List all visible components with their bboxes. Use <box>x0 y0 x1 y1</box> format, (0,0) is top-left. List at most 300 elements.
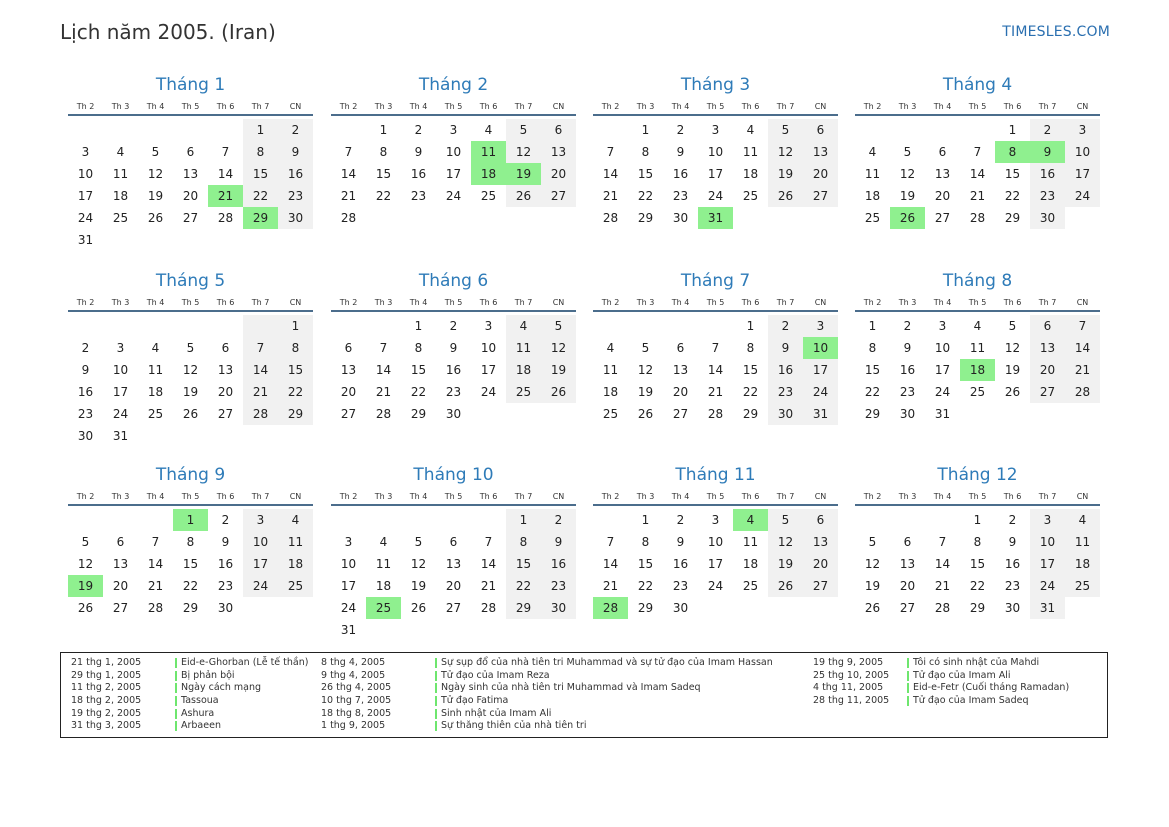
holiday-name: Tử đạo của Imam Reza <box>441 669 550 681</box>
empty-cell <box>960 119 995 141</box>
weekday-label: CN <box>1076 492 1089 501</box>
day-cell: 16 <box>768 359 803 381</box>
month-title: Tháng 1 <box>155 75 226 95</box>
empty-cell <box>208 425 243 447</box>
day-cell: 7 <box>243 337 278 359</box>
holiday-name: Tử đạo của Imam Ali <box>913 669 1011 681</box>
day-cell: 22 <box>637 579 654 593</box>
day-cell: 25 <box>602 407 619 421</box>
day-cell: 12 <box>864 557 881 571</box>
holiday-name: Ngày cách mạng <box>181 682 262 694</box>
weekday-label: Th 3 <box>636 298 655 307</box>
day-cell: 23 <box>1030 185 1065 207</box>
day-cell: 12 <box>899 167 916 181</box>
day-cell: 4 <box>506 315 541 337</box>
day-cell: 14 <box>375 363 392 377</box>
day-cell: 19 <box>864 579 881 593</box>
day-cell: 18 <box>1065 553 1100 575</box>
weekday-header <box>68 100 313 116</box>
day-cell: 19 <box>182 385 199 399</box>
empty-cell <box>803 207 838 229</box>
weekday-label: Th 4 <box>409 298 428 307</box>
day-cell: 16 <box>899 363 916 377</box>
day-cell: 10 <box>707 145 724 159</box>
day-cell: 2 <box>81 341 90 355</box>
day-cell: 3 <box>449 123 458 137</box>
empty-cell <box>1030 403 1065 425</box>
day-cell: 28 <box>969 211 986 225</box>
holiday-date: 8 thg 4, 2005 <box>321 657 386 668</box>
day-cell: 3 <box>243 509 278 531</box>
weekday-label: CN <box>289 492 302 501</box>
day-cell: 23 <box>1004 579 1021 593</box>
day-cell: 10 <box>1030 531 1065 553</box>
day-cell: 23 <box>77 407 94 421</box>
day-cell: 20 <box>934 189 951 203</box>
weekday-header <box>593 100 838 116</box>
day-cell: 28 <box>243 403 278 425</box>
day-cell: 22 <box>410 385 427 399</box>
empty-cell <box>173 119 208 141</box>
day-cell: 10 <box>112 363 129 377</box>
holiday-date: 10 thg 7, 2005 <box>321 695 392 707</box>
weekday-label: Th 3 <box>374 102 393 111</box>
day-cell: 15 <box>182 557 199 571</box>
day-cell: 30 <box>1030 207 1065 229</box>
empty-cell <box>173 315 208 337</box>
month-title: Tháng 6 <box>418 271 489 291</box>
empty-cell <box>138 119 173 141</box>
empty-cell <box>68 315 103 337</box>
day-cell: 17 <box>77 189 94 203</box>
day-cell: 17 <box>1030 553 1065 575</box>
day-cell: 8 <box>278 337 313 359</box>
day-cell: 22 <box>742 385 759 399</box>
holiday-date: 25 thg 10, 2005 <box>813 669 890 681</box>
holiday-date: 29 thg 1, 2005 <box>71 669 142 681</box>
day-cell: 1 <box>641 123 650 137</box>
day-cell: 1 <box>868 319 877 333</box>
day-cell: 24 <box>480 385 497 399</box>
month-block <box>593 464 838 619</box>
holiday-name: Eid-e-Ghorban (Lễ tế thần) <box>181 657 309 668</box>
day-cell: 21 <box>602 579 619 593</box>
weekday-label: Th 6 <box>216 492 235 501</box>
day-cell: 31 <box>340 623 357 637</box>
day-cell: 29 <box>243 207 278 229</box>
day-cell: 22 <box>506 575 541 597</box>
empty-cell <box>593 119 628 141</box>
weekday-label: Th 2 <box>601 298 620 307</box>
day-cell: 9 <box>449 341 458 355</box>
weekday-label: Th 6 <box>479 492 498 501</box>
day-cell: 25 <box>278 575 313 597</box>
day-cell: 19 <box>768 553 803 575</box>
day-cell: 8 <box>973 535 982 549</box>
day-cell: 12 <box>1004 341 1021 355</box>
empty-cell <box>541 207 576 229</box>
day-cell: 22 <box>278 381 313 403</box>
day-cell: 4 <box>484 123 493 137</box>
day-cell: 21 <box>375 385 392 399</box>
holiday-name: Sinh nhật của Imam Ali <box>441 707 552 719</box>
day-cell: 31 <box>112 429 129 443</box>
day-cell: 29 <box>969 601 986 615</box>
empty-cell <box>1065 403 1100 425</box>
month-block <box>68 270 313 447</box>
empty-cell <box>208 315 243 337</box>
empty-cell <box>471 207 506 229</box>
empty-cell <box>506 207 541 229</box>
day-cell: 4 <box>278 509 313 531</box>
day-cell: 13 <box>803 141 838 163</box>
day-cell: 28 <box>707 407 724 421</box>
day-grid <box>68 506 313 619</box>
day-grid <box>855 116 1100 229</box>
day-cell: 15 <box>1004 167 1021 181</box>
day-cell: 16 <box>541 553 576 575</box>
day-cell: 4 <box>151 341 160 355</box>
day-cell: 7 <box>938 535 947 549</box>
day-cell: 7 <box>711 341 720 355</box>
day-cell: 20 <box>182 189 199 203</box>
day-cell: 21 <box>480 579 497 593</box>
empty-cell <box>698 597 733 619</box>
day-cell: 9 <box>1008 535 1017 549</box>
day-cell: 23 <box>217 579 234 593</box>
weekday-label: CN <box>289 102 302 111</box>
day-cell: 14 <box>602 167 619 181</box>
weekday-label: Th 7 <box>251 298 270 307</box>
day-cell: 24 <box>803 381 838 403</box>
day-cell: 18 <box>471 163 506 185</box>
day-cell: 12 <box>768 531 803 553</box>
weekday-label: CN <box>552 298 565 307</box>
day-cell: 7 <box>606 145 615 159</box>
day-cell: 2 <box>414 123 423 137</box>
day-cell: 27 <box>672 407 689 421</box>
weekday-label: Th 4 <box>146 102 165 111</box>
holiday-name: Ngày sinh của nhà tiên tri Muhammad và Imam Sadeq <box>441 682 701 694</box>
holiday-name: Bị phản bội <box>181 669 235 681</box>
day-cell: 27 <box>217 407 234 421</box>
day-cell: 27 <box>934 211 951 225</box>
day-grid <box>331 116 576 229</box>
day-cell: 5 <box>641 341 650 355</box>
day-cell: 30 <box>541 597 576 619</box>
holiday-legend <box>60 652 1108 738</box>
weekday-label: Th 7 <box>776 492 795 501</box>
weekday-label: Th 6 <box>479 102 498 111</box>
weekday-label: Th 7 <box>251 102 270 111</box>
weekday-label: CN <box>289 298 302 307</box>
day-cell: 3 <box>938 319 947 333</box>
empty-cell <box>436 509 471 531</box>
weekday-label: Th 2 <box>339 492 358 501</box>
weekday-label: Th 2 <box>339 298 358 307</box>
day-cell: 25 <box>147 407 164 421</box>
weekday-label: Th 5 <box>706 102 725 111</box>
empty-cell <box>243 425 278 447</box>
day-cell: 19 <box>147 189 164 203</box>
holiday-date: 11 thg 2, 2005 <box>71 682 142 694</box>
day-cell: 18 <box>742 167 759 181</box>
day-cell: 22 <box>864 385 881 399</box>
day-cell: 21 <box>340 189 357 203</box>
day-cell: 10 <box>77 167 94 181</box>
day-cell: 18 <box>742 557 759 571</box>
day-cell: 17 <box>934 363 951 377</box>
day-cell: 15 <box>637 557 654 571</box>
day-cell: 6 <box>676 341 685 355</box>
weekday-header <box>331 100 576 116</box>
empty-cell <box>366 509 401 531</box>
day-cell: 18 <box>278 553 313 575</box>
empty-cell <box>890 119 925 141</box>
day-cell: 28 <box>480 601 497 615</box>
month-title: Tháng 8 <box>942 271 1013 291</box>
weekday-label: Th 6 <box>741 492 760 501</box>
weekday-label: Th 6 <box>479 298 498 307</box>
weekday-header <box>593 296 838 312</box>
empty-cell <box>768 207 803 229</box>
holiday-name: Sự thăng thiên của nhà tiên tri <box>441 720 587 732</box>
day-cell: 17 <box>445 167 462 181</box>
empty-cell <box>173 425 208 447</box>
day-cell: 24 <box>1065 185 1100 207</box>
day-cell: 26 <box>637 407 654 421</box>
day-cell: 16 <box>672 167 689 181</box>
day-cell: 31 <box>803 403 838 425</box>
day-cell: 6 <box>1030 315 1065 337</box>
empty-cell <box>138 229 173 251</box>
holiday-name: Arbaeen <box>181 720 221 732</box>
day-cell: 6 <box>186 145 195 159</box>
day-cell: 8 <box>641 535 650 549</box>
empty-cell <box>243 597 278 619</box>
empty-cell <box>331 509 366 531</box>
day-cell: 6 <box>541 119 576 141</box>
day-cell: 4 <box>606 341 615 355</box>
weekday-label: CN <box>814 492 827 501</box>
weekday-label: Th 2 <box>863 298 882 307</box>
day-grid <box>855 312 1100 425</box>
day-cell: 6 <box>803 119 838 141</box>
day-cell: 7 <box>973 145 982 159</box>
day-cell: 6 <box>221 341 230 355</box>
day-cell: 2 <box>278 119 313 141</box>
day-cell: 9 <box>1030 141 1065 163</box>
month-title: Tháng 3 <box>680 75 751 95</box>
day-cell: 21 <box>147 579 164 593</box>
month-title: Tháng 9 <box>155 465 226 485</box>
day-cell: 30 <box>899 407 916 421</box>
day-cell: 9 <box>768 337 803 359</box>
weekday-label: Th 5 <box>444 298 463 307</box>
weekday-label: Th 2 <box>863 492 882 501</box>
day-cell: 11 <box>506 337 541 359</box>
month-block <box>331 464 576 641</box>
day-cell: 27 <box>1030 381 1065 403</box>
weekday-label: Th 2 <box>601 492 620 501</box>
day-cell: 11 <box>471 141 506 163</box>
day-cell: 1 <box>641 513 650 527</box>
weekday-label: Th 7 <box>514 102 533 111</box>
day-cell: 13 <box>112 557 129 571</box>
day-cell: 2 <box>1008 513 1017 527</box>
empty-cell <box>663 315 698 337</box>
day-cell: 26 <box>410 601 427 615</box>
day-cell: 4 <box>868 145 877 159</box>
day-cell: 7 <box>151 535 160 549</box>
empty-cell <box>103 315 138 337</box>
weekday-label: CN <box>552 492 565 501</box>
day-cell: 30 <box>77 429 94 443</box>
day-cell: 21 <box>969 189 986 203</box>
month-title: Tháng 2 <box>418 75 489 95</box>
day-cell: 13 <box>340 363 357 377</box>
day-cell: 14 <box>1065 337 1100 359</box>
day-cell: 3 <box>116 341 125 355</box>
day-cell: 2 <box>449 319 458 333</box>
day-cell: 23 <box>899 385 916 399</box>
day-cell: 30 <box>672 211 689 225</box>
day-cell: 2 <box>676 513 685 527</box>
weekday-label: Th 7 <box>1038 492 1057 501</box>
empty-cell <box>855 509 890 531</box>
empty-cell <box>278 425 313 447</box>
weekday-label: Th 5 <box>181 298 200 307</box>
day-cell: 14 <box>243 359 278 381</box>
empty-cell <box>541 619 576 641</box>
day-cell: 22 <box>182 579 199 593</box>
site-link[interactable]: TIMESLES.COM <box>1002 24 1110 40</box>
weekday-label: Th 3 <box>111 102 130 111</box>
day-cell: 12 <box>77 557 94 571</box>
day-cell: 20 <box>803 163 838 185</box>
day-cell: 3 <box>484 319 493 333</box>
day-grid <box>855 506 1100 619</box>
day-cell: 1 <box>414 319 423 333</box>
day-cell: 27 <box>445 601 462 615</box>
day-cell: 8 <box>506 531 541 553</box>
empty-cell <box>995 403 1030 425</box>
day-cell: 22 <box>375 189 392 203</box>
month-block <box>593 74 838 229</box>
day-cell: 30 <box>445 407 462 421</box>
day-cell: 26 <box>864 601 881 615</box>
day-cell: 8 <box>243 141 278 163</box>
month-title: Tháng 4 <box>942 75 1013 95</box>
day-cell: 25 <box>742 189 759 203</box>
day-cell: 11 <box>742 535 759 549</box>
day-cell: 28 <box>934 601 951 615</box>
day-cell: 10 <box>1065 141 1100 163</box>
day-cell: 27 <box>340 407 357 421</box>
day-cell: 6 <box>938 145 947 159</box>
empty-cell <box>593 315 628 337</box>
day-cell: 1 <box>506 509 541 531</box>
empty-cell <box>138 509 173 531</box>
weekday-label: Th 6 <box>741 102 760 111</box>
day-cell: 10 <box>445 145 462 159</box>
weekday-label: Th 3 <box>111 298 130 307</box>
weekday-header <box>68 296 313 312</box>
holiday-date: 21 thg 1, 2005 <box>71 657 142 668</box>
day-cell: 24 <box>340 601 357 615</box>
day-cell: 4 <box>1065 509 1100 531</box>
day-cell: 19 <box>768 163 803 185</box>
empty-cell <box>68 119 103 141</box>
weekday-label: Th 4 <box>146 298 165 307</box>
day-grid <box>331 506 576 641</box>
weekday-label: Th 3 <box>636 102 655 111</box>
day-cell: 24 <box>112 407 129 421</box>
empty-cell <box>436 619 471 641</box>
day-cell: 13 <box>899 557 916 571</box>
day-cell: 1 <box>746 319 755 333</box>
day-cell: 7 <box>379 341 388 355</box>
weekday-label: Th 3 <box>898 298 917 307</box>
day-grid <box>68 312 313 447</box>
empty-cell <box>278 229 313 251</box>
day-cell: 16 <box>672 557 689 571</box>
weekday-label: Th 6 <box>216 102 235 111</box>
weekday-label: Th 5 <box>968 298 987 307</box>
day-cell: 17 <box>480 363 497 377</box>
day-cell: 8 <box>641 145 650 159</box>
empty-cell <box>331 119 366 141</box>
holiday-date: 1 thg 9, 2005 <box>321 720 386 732</box>
day-cell: 28 <box>147 601 164 615</box>
day-cell: 15 <box>375 167 392 181</box>
day-cell: 19 <box>506 163 541 185</box>
day-cell: 6 <box>903 535 912 549</box>
day-cell: 25 <box>366 597 401 619</box>
empty-cell <box>103 229 138 251</box>
day-cell: 9 <box>221 535 230 549</box>
day-cell: 30 <box>768 403 803 425</box>
day-cell: 3 <box>1065 119 1100 141</box>
day-cell: 19 <box>637 385 654 399</box>
holiday-name: Tassoua <box>181 695 219 707</box>
holiday-date: 19 thg 9, 2005 <box>813 657 884 668</box>
empty-cell <box>401 207 436 229</box>
empty-cell <box>890 509 925 531</box>
day-cell: 2 <box>903 319 912 333</box>
day-cell: 17 <box>112 385 129 399</box>
day-cell: 15 <box>506 553 541 575</box>
day-cell: 15 <box>637 167 654 181</box>
day-cell: 29 <box>1004 211 1021 225</box>
day-cell: 9 <box>676 535 685 549</box>
weekday-label: Th 3 <box>374 298 393 307</box>
day-cell: 23 <box>672 189 689 203</box>
day-cell: 24 <box>445 189 462 203</box>
day-cell: 9 <box>81 363 90 377</box>
day-cell: 25 <box>112 211 129 225</box>
empty-cell <box>1065 597 1100 619</box>
day-cell: 21 <box>934 579 951 593</box>
empty-cell <box>366 207 401 229</box>
day-cell: 14 <box>217 167 234 181</box>
day-cell: 3 <box>803 315 838 337</box>
day-cell: 15 <box>243 163 278 185</box>
day-cell: 19 <box>1004 363 1021 377</box>
day-cell: 12 <box>410 557 427 571</box>
day-cell: 29 <box>182 601 199 615</box>
day-cell: 20 <box>340 385 357 399</box>
